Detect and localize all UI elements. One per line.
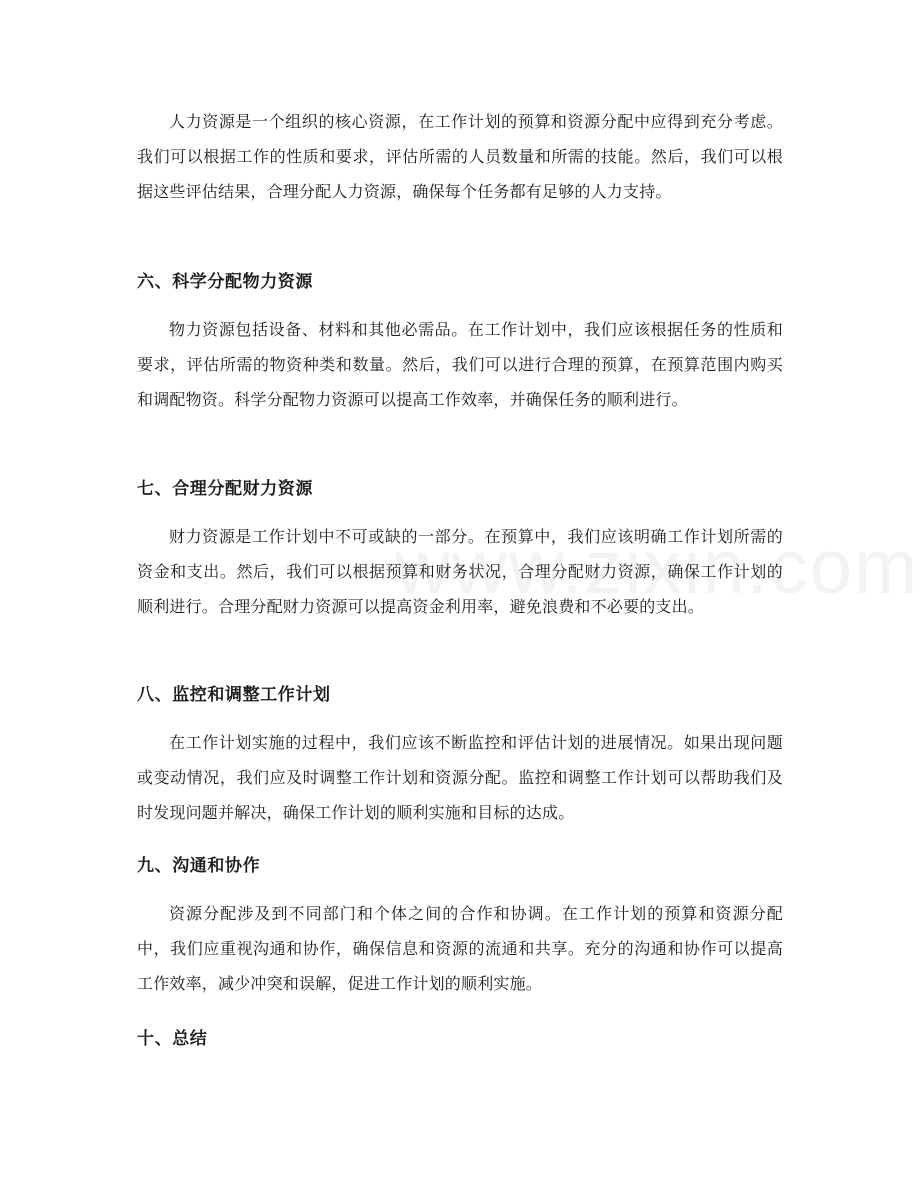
section-heading-9: 九、沟通和协作	[137, 856, 261, 876]
section-heading-8: 八、监控和调整工作计划	[137, 685, 331, 705]
intro-paragraph: 人力资源是一个组织的核心资源，在工作计划的预算和资源分配中应得到充分考虑。我们可以根据工作的性质和要求，评估所需的人员数量和所需的技能。然后，我们可以根据这些评估结果，合理分配人力资源，确保每个任务都有足够的人力支持。	[137, 112, 783, 201]
section-heading-10: 十、总结	[137, 1029, 208, 1049]
section-body-8: 在工作计划实施的过程中，我们应该不断监控和评估计划的进展情况。如果出现问题或变动情况，我们应及时调整工作计划和资源分配。监控和调整工作计划可以帮助我们及时发现问题并解决，确保工作计划的顺利实施和目标的达成。	[137, 733, 783, 822]
section-body-6: 物力资源包括设备、材料和其他必需品。在工作计划中，我们应该根据任务的性质和要求，评估所需的物资种类和数量。然后，我们可以进行合理的预算，在预算范围内购买和调配物资。科学分配物力资源可以提高工作效率，并确保任务的顺利进行。	[137, 320, 783, 409]
section-heading-6: 六、科学分配物力资源	[137, 272, 313, 292]
section-body-7: 财力资源是工作计划中不可或缺的一部分。在预算中，我们应该明确工作计划所需的资金和支出。然后，我们可以根据预算和财务状况，合理分配财力资源，确保工作计划的顺利进行。合理分配财力资源可以提高资金利用率，避免浪费和不必要的支出。	[137, 527, 783, 616]
section-body-9: 资源分配涉及到不同部门和个体之间的合作和协调。在工作计划的预算和资源分配中，我们应重视沟通和协作，确保信息和资源的流通和共享。充分的沟通和协作可以提高工作效率，减少冲突和误解，促进工作计划的顺利实施。	[137, 904, 783, 993]
section-heading-7: 七、合理分配财力资源	[137, 479, 313, 499]
